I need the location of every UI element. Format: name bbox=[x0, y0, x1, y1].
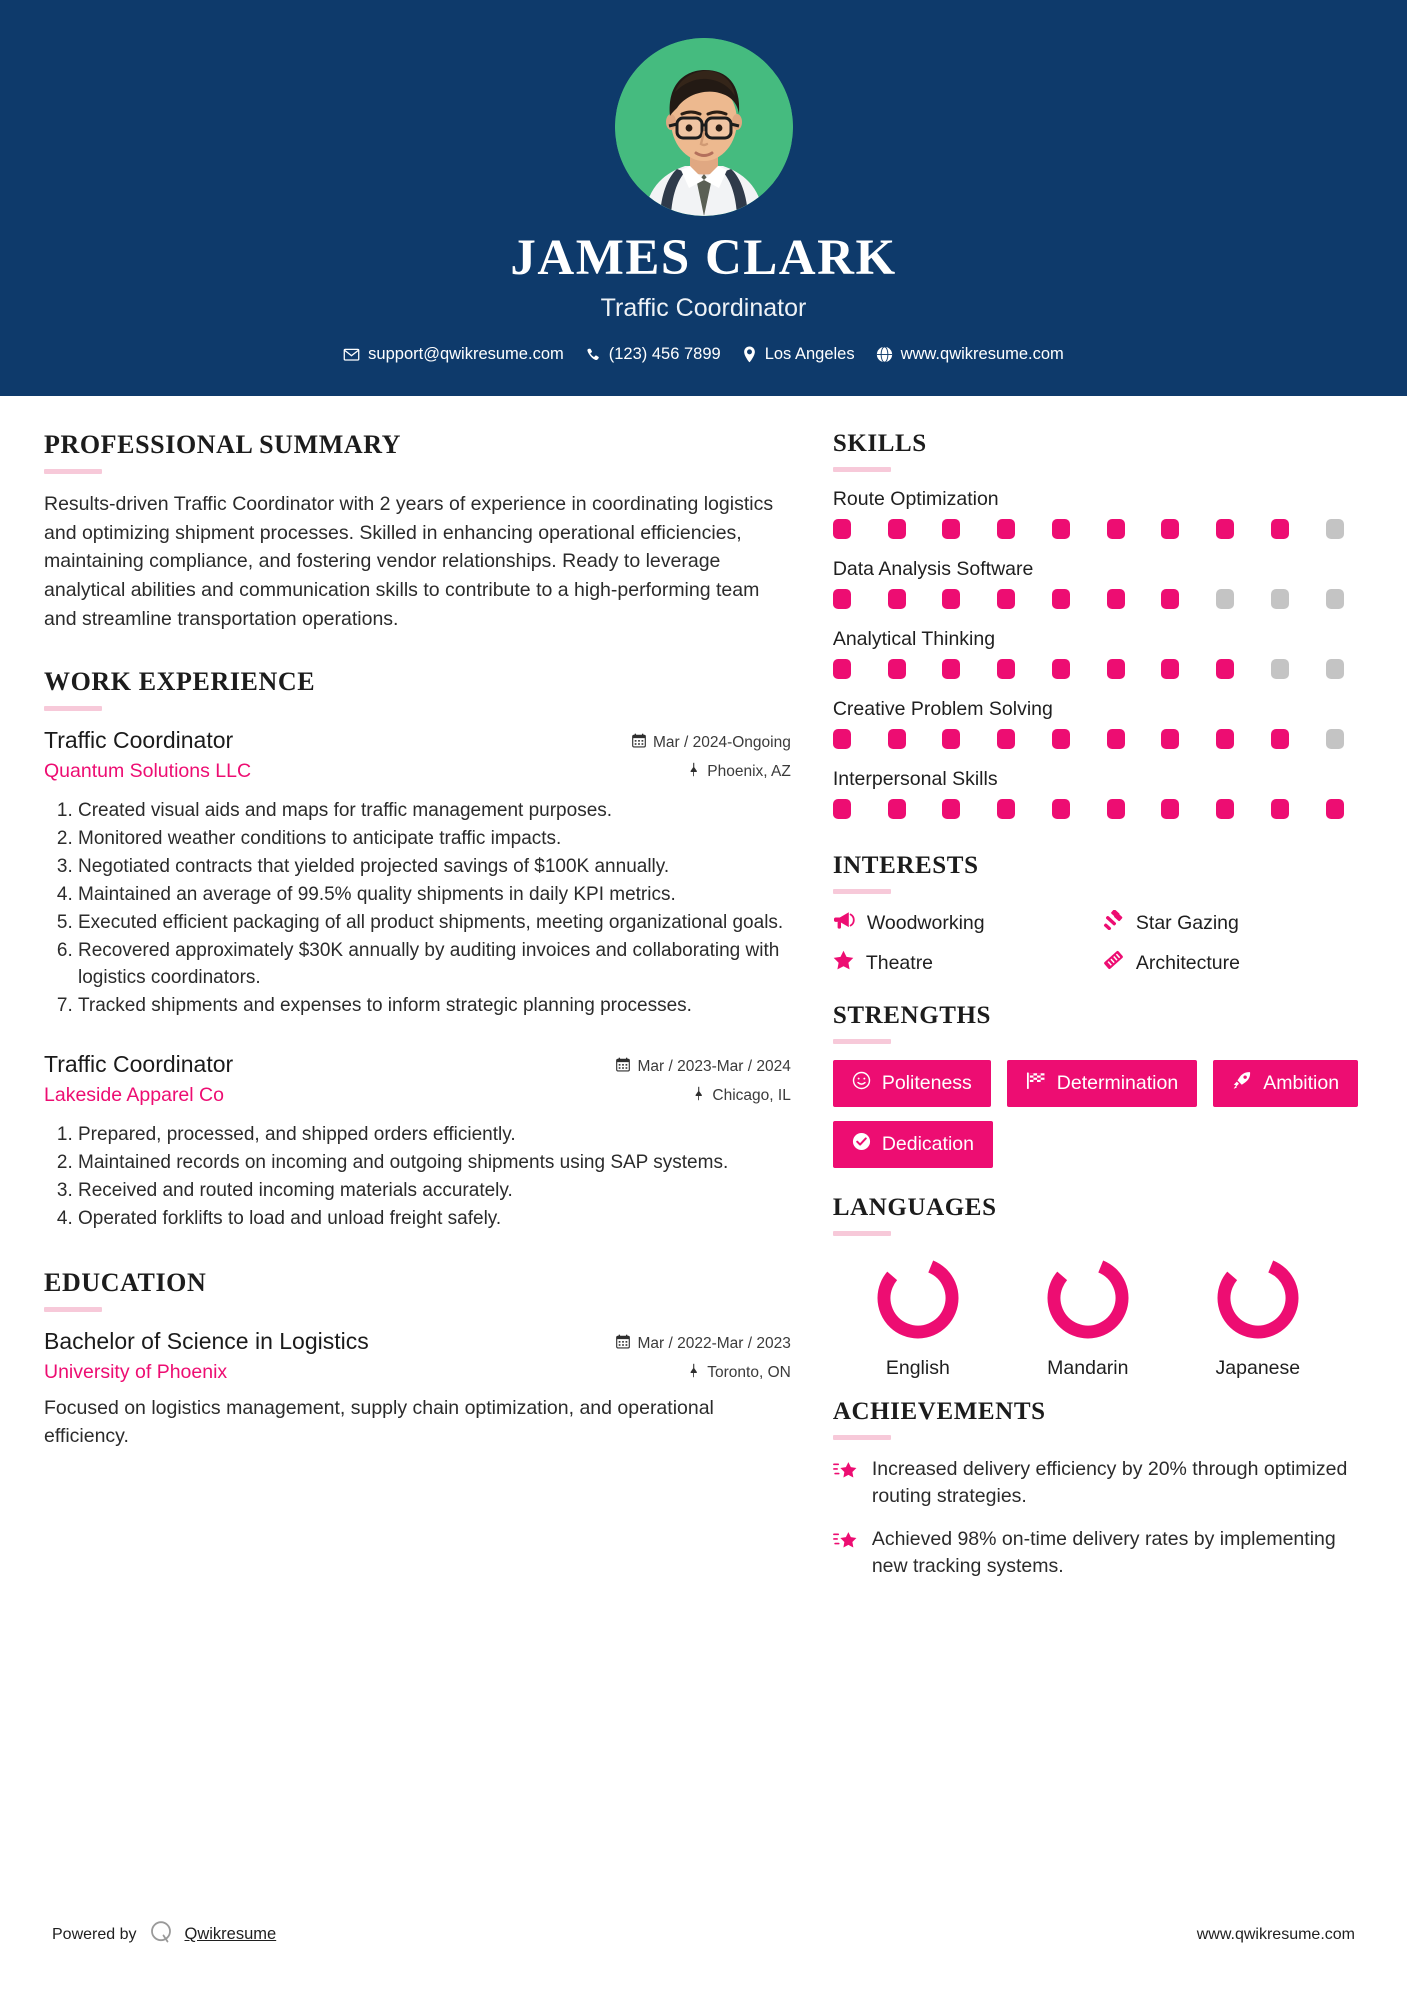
skill-dot bbox=[833, 519, 851, 539]
map-pin-icon bbox=[693, 1086, 705, 1106]
experience-dates-text: Mar / 2024-Ongoing bbox=[652, 734, 791, 752]
skill-dot bbox=[997, 729, 1015, 749]
language-item bbox=[833, 1252, 1003, 1380]
skill-dot bbox=[1161, 799, 1179, 819]
envelope-icon bbox=[343, 346, 360, 363]
skill-label: Creative Problem Solving bbox=[832, 698, 1053, 720]
qwikresume-brand-link[interactable]: Qwikresume bbox=[184, 1925, 277, 1943]
education-location bbox=[688, 1363, 791, 1383]
experience-location bbox=[693, 1086, 790, 1106]
achievement-text: Increased delivery efficiency by 20% through optimized routing strategies. bbox=[871, 1458, 1348, 1507]
language-label: Mandarin bbox=[1047, 1357, 1129, 1379]
bullet-item: 1. Prepared, processed, and shipped orders efficiently. bbox=[78, 1122, 791, 1149]
section-strengths bbox=[833, 1002, 1363, 1168]
section-heading-skills: SKILLS bbox=[832, 430, 927, 457]
skill-dot bbox=[833, 589, 851, 609]
skill-label: Route Optimization bbox=[832, 488, 999, 510]
section-education bbox=[44, 1268, 791, 1451]
section-rule bbox=[44, 469, 102, 474]
skill-dot bbox=[888, 519, 906, 539]
experience-item bbox=[44, 1051, 791, 1233]
strength-chip bbox=[1213, 1060, 1358, 1107]
skill-dot bbox=[833, 799, 851, 819]
skill-dot bbox=[1326, 799, 1344, 819]
skill-dot bbox=[942, 589, 960, 609]
check-circle-icon bbox=[852, 1132, 871, 1157]
experience-role: Traffic Coordinator bbox=[44, 1051, 234, 1078]
skill-dot bbox=[1216, 519, 1234, 539]
strength-chip bbox=[833, 1060, 991, 1107]
skill-dot bbox=[833, 729, 851, 749]
interest-item bbox=[1103, 950, 1363, 976]
section-skills bbox=[833, 430, 1363, 819]
page-title: JAMES CLARK bbox=[510, 230, 897, 286]
section-rule bbox=[833, 1039, 891, 1044]
avatar bbox=[615, 38, 793, 216]
left-column bbox=[44, 430, 833, 1596]
skill-dot bbox=[1216, 799, 1234, 819]
skill-dot bbox=[1107, 729, 1125, 749]
powered-by-label: Powered by bbox=[52, 1925, 137, 1943]
experience-location bbox=[688, 762, 791, 782]
smiley-icon bbox=[852, 1071, 871, 1096]
skill-dot bbox=[1271, 589, 1289, 609]
section-work-experience bbox=[44, 667, 791, 1233]
contact-bar bbox=[0, 345, 1407, 364]
language-item bbox=[1003, 1252, 1173, 1380]
interest-item bbox=[833, 910, 1093, 936]
section-rule bbox=[44, 1307, 102, 1312]
qwikresume-logo-icon bbox=[148, 1919, 174, 1950]
skill-dot bbox=[1161, 519, 1179, 539]
skill-rating bbox=[833, 729, 1344, 749]
avatar-photo-icon bbox=[615, 38, 793, 216]
language-label: Japanese bbox=[1215, 1357, 1301, 1379]
skill-item bbox=[833, 558, 1363, 609]
bullet-item: 2. Maintained records on incoming and outgoing shipments using SAP systems. bbox=[78, 1150, 791, 1177]
interest-label: Theatre bbox=[865, 951, 934, 974]
shooting-star-icon bbox=[833, 1456, 858, 1487]
skill-dot bbox=[888, 659, 906, 679]
skill-dot bbox=[1271, 659, 1289, 679]
education-dates-text: Mar / 2022-Mar / 2023 bbox=[637, 1334, 791, 1352]
calendar-icon bbox=[616, 1057, 630, 1077]
contact-phone[interactable] bbox=[579, 345, 727, 364]
bullet-item: 3. Received and routed incoming materials accurately. bbox=[78, 1178, 791, 1205]
skill-dot bbox=[1326, 659, 1344, 679]
section-heading-achievements: ACHIEVEMENTS bbox=[832, 1398, 1046, 1425]
skill-rating bbox=[833, 589, 1344, 609]
strength-label: Determination bbox=[1056, 1072, 1179, 1094]
experience-location-text: Chicago, IL bbox=[712, 1087, 791, 1105]
section-rule bbox=[833, 1435, 891, 1440]
powered-by bbox=[52, 1919, 276, 1950]
globe-icon bbox=[876, 346, 893, 363]
section-heading-languages: LANGUAGES bbox=[832, 1194, 997, 1221]
section-heading-summary: PROFESSIONAL SUMMARY bbox=[44, 430, 402, 459]
education-item bbox=[44, 1328, 791, 1451]
skill-dot bbox=[1107, 659, 1125, 679]
skill-rating bbox=[833, 519, 1344, 539]
education-school: University of Phoenix bbox=[44, 1360, 228, 1383]
section-rule bbox=[833, 467, 891, 472]
skill-dot bbox=[997, 519, 1015, 539]
skill-dot bbox=[833, 659, 851, 679]
bullet-item: 4. Operated forklifts to load and unload freight safely. bbox=[78, 1206, 791, 1233]
achievement-item bbox=[833, 1456, 1363, 1510]
summary-text: Results-driven Traffic Coordinator with 2 years of experience in coordinating logistics and optimizing shipment processes. Skilled in enhancing operational efficiencies, maintaining compliance, and fostering vendor relationships. Ready to leverage analytical abilities and communication skills to contribute to a high-performing team and streamline transportation operations. bbox=[44, 493, 774, 630]
strength-label: Politeness bbox=[881, 1072, 972, 1094]
section-interests bbox=[833, 852, 1363, 976]
language-progress-ring bbox=[872, 1252, 964, 1344]
skill-dot bbox=[888, 799, 906, 819]
location-pin-icon bbox=[742, 346, 757, 363]
right-column bbox=[833, 430, 1363, 1596]
skill-dot bbox=[1107, 799, 1125, 819]
megaphone-icon bbox=[833, 910, 855, 936]
interest-label: Star Gazing bbox=[1135, 911, 1239, 934]
skill-dot bbox=[1107, 519, 1125, 539]
experience-item bbox=[44, 727, 791, 1020]
skill-dot bbox=[888, 589, 906, 609]
skill-dot bbox=[997, 659, 1015, 679]
gavel-icon bbox=[1103, 910, 1124, 936]
skill-rating bbox=[833, 659, 1344, 679]
section-heading-strengths: STRENGTHS bbox=[832, 1002, 992, 1029]
contact-phone-text: (123) 456 7899 bbox=[608, 345, 721, 364]
section-rule bbox=[833, 1231, 891, 1236]
star-icon bbox=[833, 950, 854, 976]
section-heading-education: EDUCATION bbox=[44, 1267, 207, 1297]
interest-label: Architecture bbox=[1135, 951, 1240, 974]
skill-dot bbox=[1326, 589, 1344, 609]
ticket-icon bbox=[1103, 950, 1124, 976]
skill-dot bbox=[1216, 589, 1234, 609]
strength-label: Ambition bbox=[1263, 1072, 1340, 1094]
contact-location-text: Los Angeles bbox=[764, 345, 855, 364]
calendar-icon bbox=[632, 733, 646, 753]
bullet-item: 5. Executed efficient packaging of all product shipments, meeting organizational goals. bbox=[78, 910, 791, 937]
skill-dot bbox=[1052, 659, 1070, 679]
skill-dot bbox=[1161, 659, 1179, 679]
education-degree: Bachelor of Science in Logistics bbox=[44, 1327, 369, 1354]
job-title: Traffic Coordinator bbox=[600, 294, 807, 323]
footer-url[interactable]: www.qwikresume.com bbox=[1196, 1925, 1355, 1943]
skill-item bbox=[833, 488, 1363, 539]
skill-label: Interpersonal Skills bbox=[832, 768, 998, 790]
skill-dot bbox=[1052, 519, 1070, 539]
bullet-item: 3. Negotiated contracts that yielded projected savings of $100K annually. bbox=[78, 854, 791, 881]
experience-dates bbox=[616, 1057, 790, 1077]
section-rule bbox=[833, 889, 891, 894]
education-description: Focused on logistics management, supply chain optimization, and operational efficiency. bbox=[44, 1396, 714, 1448]
contact-email-text: support@qwikresume.com bbox=[368, 345, 564, 364]
experience-company: Quantum Solutions LLC bbox=[44, 760, 252, 783]
strength-chip bbox=[833, 1121, 993, 1168]
contact-location[interactable] bbox=[736, 345, 861, 364]
strength-label: Dedication bbox=[881, 1133, 974, 1155]
bullet-item: 6. Recovered approximately $30K annually by auditing invoices and collaborating with logistics coordinators. bbox=[78, 938, 791, 992]
education-location-text: Toronto, ON bbox=[707, 1363, 791, 1381]
page-footer bbox=[0, 1919, 1407, 1990]
bullet-item: 7. Tracked shipments and expenses to inform strategic planning processes. bbox=[78, 993, 791, 1020]
skill-dot bbox=[1052, 799, 1070, 819]
calendar-icon bbox=[616, 1334, 630, 1354]
language-label: English bbox=[885, 1357, 950, 1379]
experience-role: Traffic Coordinator bbox=[44, 727, 234, 754]
skill-item bbox=[833, 698, 1363, 749]
skill-item bbox=[833, 628, 1363, 679]
experience-dates bbox=[632, 733, 791, 753]
skill-label: Data Analysis Software bbox=[832, 558, 1034, 580]
achievement-text: Achieved 98% on-time delivery rates by implementing new tracking systems. bbox=[871, 1527, 1336, 1577]
skill-dot bbox=[997, 589, 1015, 609]
skill-item bbox=[833, 768, 1363, 819]
map-pin-icon bbox=[688, 762, 700, 782]
skill-dot bbox=[1161, 589, 1179, 609]
language-progress-ring bbox=[1042, 1252, 1134, 1344]
experience-bullets bbox=[44, 1122, 791, 1233]
interest-label: Woodworking bbox=[866, 911, 985, 934]
bullet-item: 1. Created visual aids and maps for traffic management purposes. bbox=[78, 798, 791, 825]
section-languages bbox=[833, 1194, 1363, 1380]
section-heading-work: WORK EXPERIENCE bbox=[44, 667, 316, 697]
strength-chip bbox=[1007, 1060, 1197, 1107]
skill-label: Analytical Thinking bbox=[832, 628, 996, 650]
skill-dot bbox=[1161, 729, 1179, 749]
skill-dot bbox=[1216, 659, 1234, 679]
experience-dates-text: Mar / 2023-Mar / 2024 bbox=[637, 1058, 791, 1076]
language-item bbox=[1173, 1252, 1343, 1380]
section-heading-interests: INTERESTS bbox=[832, 852, 979, 879]
map-pin-icon bbox=[688, 1363, 700, 1383]
skill-rating bbox=[833, 799, 1344, 819]
skill-dot bbox=[942, 729, 960, 749]
language-progress-ring bbox=[1212, 1252, 1304, 1344]
skill-dot bbox=[888, 729, 906, 749]
contact-website-text: www.qwikresume.com bbox=[900, 345, 1064, 364]
phone-icon bbox=[585, 347, 601, 363]
skill-dot bbox=[942, 799, 960, 819]
contact-email[interactable] bbox=[337, 345, 570, 364]
shooting-star-icon bbox=[833, 1526, 858, 1557]
resume-header bbox=[0, 0, 1407, 396]
section-professional-summary bbox=[44, 430, 791, 633]
experience-company: Lakeside Apparel Co bbox=[44, 1084, 224, 1107]
bullet-item: 2. Monitored weather conditions to anticipate traffic impacts. bbox=[78, 826, 791, 853]
skill-dot bbox=[1271, 519, 1289, 539]
resume-body bbox=[0, 396, 1407, 1596]
section-rule bbox=[44, 706, 102, 711]
experience-location-text: Phoenix, AZ bbox=[707, 763, 791, 781]
skill-dot bbox=[942, 659, 960, 679]
contact-website[interactable] bbox=[870, 345, 1070, 364]
flag-icon bbox=[1026, 1071, 1046, 1096]
skill-dot bbox=[942, 519, 960, 539]
interest-item bbox=[1103, 910, 1363, 936]
achievement-item bbox=[833, 1526, 1363, 1580]
skill-dot bbox=[1052, 589, 1070, 609]
skill-dot bbox=[1216, 729, 1234, 749]
skill-dot bbox=[1052, 729, 1070, 749]
skill-dot bbox=[1326, 519, 1344, 539]
interest-item bbox=[833, 950, 1093, 976]
skill-dot bbox=[1271, 799, 1289, 819]
section-achievements bbox=[833, 1398, 1363, 1580]
education-dates bbox=[616, 1334, 790, 1354]
skill-dot bbox=[1326, 729, 1344, 749]
skill-dot bbox=[1271, 729, 1289, 749]
skill-dot bbox=[1107, 589, 1125, 609]
experience-bullets bbox=[44, 798, 791, 1020]
skill-dot bbox=[997, 799, 1015, 819]
rocket-icon bbox=[1232, 1071, 1252, 1096]
bullet-item: 4. Maintained an average of 99.5% quality shipments in daily KPI metrics. bbox=[78, 882, 791, 909]
